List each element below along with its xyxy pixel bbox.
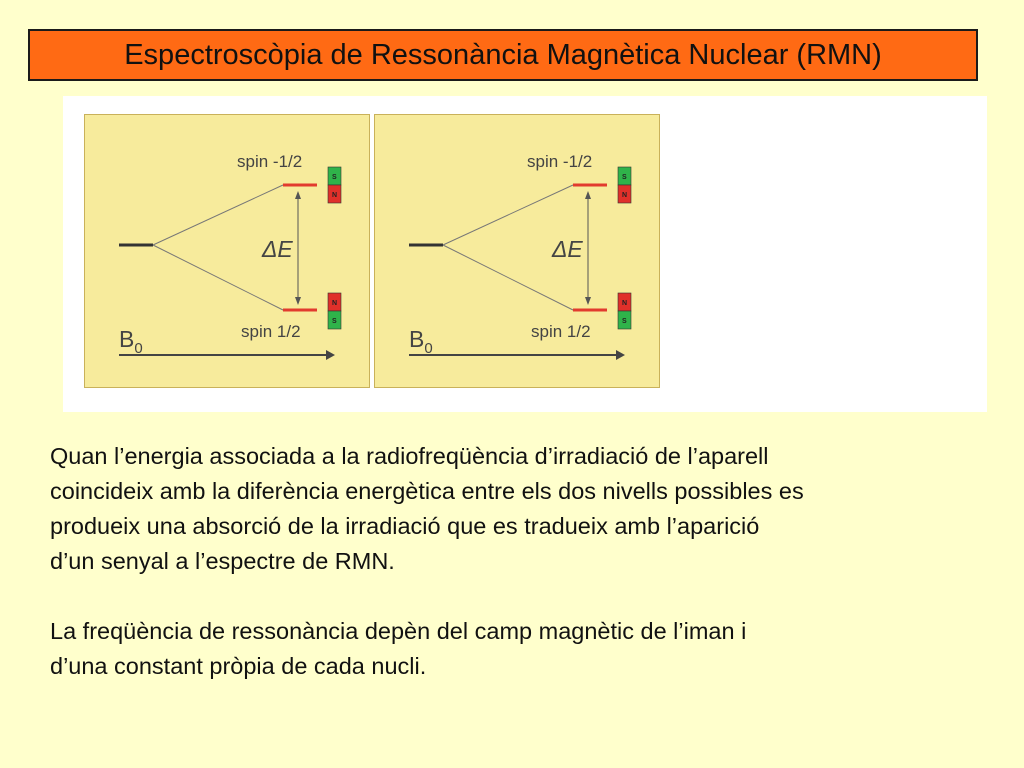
spin-upper-label: spin -1/2 xyxy=(527,152,593,171)
diagram-image xyxy=(63,96,987,412)
energy-diagram-1 xyxy=(85,115,369,387)
spin-upper-label: spin -1/2 xyxy=(237,152,303,171)
paragraph-2 xyxy=(50,614,980,684)
upper-magnet-icon xyxy=(328,167,341,203)
magnet-pole-label: N xyxy=(332,300,338,307)
magnet-pole-label: S xyxy=(622,318,627,325)
spin-lower-label: spin 1/2 xyxy=(241,322,301,341)
energy-diagram-panel-1 xyxy=(84,114,370,388)
paragraph-line: d’una constant pròpia de cada nucli. xyxy=(50,653,427,679)
magnet-pole-label: S xyxy=(332,318,337,325)
title-bar xyxy=(28,29,978,81)
paragraph-line: La freqüència de ressonància depèn del camp magnètic de l’iman i xyxy=(50,618,747,644)
paragraph-1 xyxy=(50,439,980,579)
field-symbol: B xyxy=(119,326,135,352)
magnet-pole-label: S xyxy=(622,174,627,181)
paragraph-line: produeix una absorció de la irradiació que es tradueix amb l’aparició xyxy=(50,513,760,539)
field-label xyxy=(409,326,433,357)
magnet-pole-label: N xyxy=(622,192,628,199)
delta-e-arrow-head-down xyxy=(585,297,591,305)
delta-e-label: ΔE xyxy=(552,236,583,262)
field-subscript: 0 xyxy=(424,340,433,357)
paragraph-line: coincideix amb la diferència energètica entre els dos nivells possibles es xyxy=(50,478,804,504)
upper-magnet-icon xyxy=(618,167,631,203)
delta-e-arrow-head-up xyxy=(295,191,301,199)
paragraph-line: d’un senyal a l’espectre de RMN. xyxy=(50,548,395,574)
delta-e-arrow-head-up xyxy=(585,191,591,199)
magnet-pole-label: S xyxy=(332,174,337,181)
magnet-pole-label: N xyxy=(622,300,628,307)
delta-e-label: ΔE xyxy=(262,236,293,262)
spin-lower-label: spin 1/2 xyxy=(531,322,591,341)
field-arrow-head xyxy=(616,350,625,360)
slide-title: Espectroscòpia de Ressonància Magnètica Nuclear (RMN) xyxy=(124,38,882,71)
magnet-pole-label: N xyxy=(332,192,338,199)
body-text xyxy=(50,439,980,684)
lower-magnet-icon xyxy=(618,293,631,329)
field-symbol: B xyxy=(409,326,425,352)
lower-magnet-icon xyxy=(328,293,341,329)
field-arrow-head xyxy=(326,350,335,360)
energy-diagram-2 xyxy=(375,115,659,387)
energy-diagram-panel-2 xyxy=(374,114,660,388)
field-subscript: 0 xyxy=(134,340,143,357)
delta-e-arrow-head-down xyxy=(295,297,301,305)
field-label xyxy=(119,326,143,357)
paragraph-line: Quan l’energia associada a la radiofreqüència d’irradiació de l’aparell xyxy=(50,443,769,469)
